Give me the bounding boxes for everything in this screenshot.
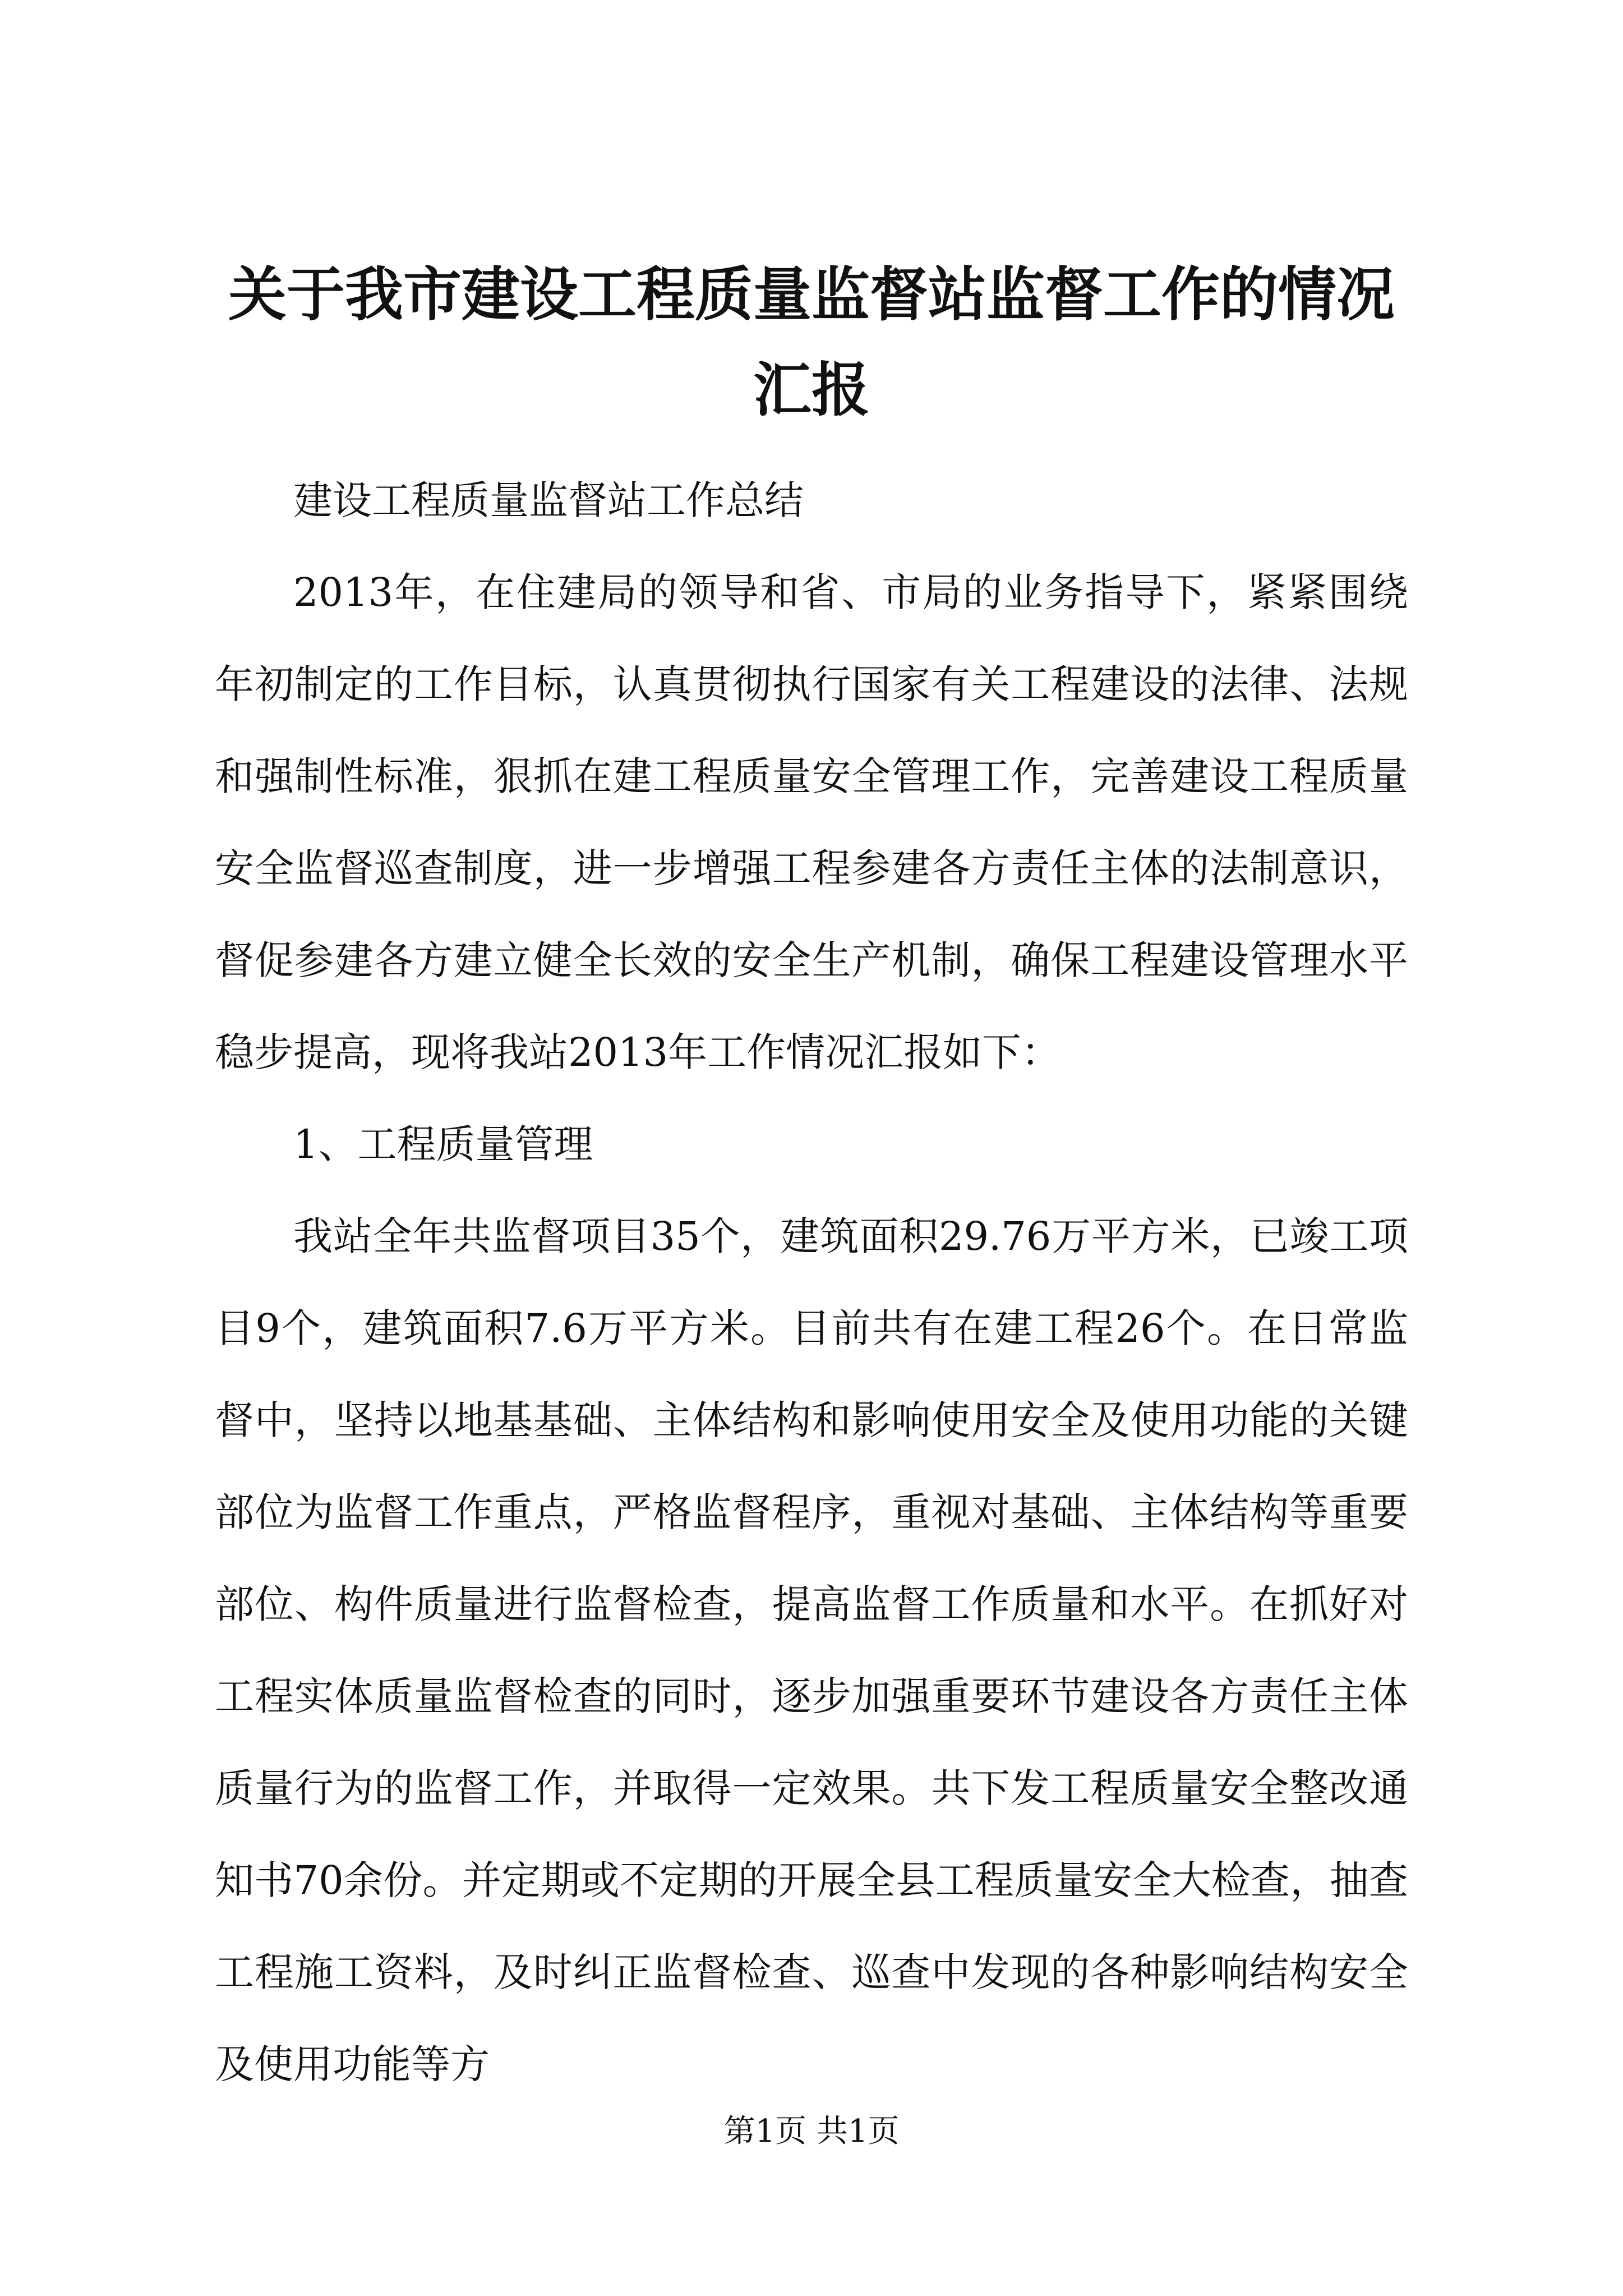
- document-title: 关于我市建设工程质量监督站监督工作的情况汇报: [228, 260, 1395, 424]
- paragraph-subtitle: 建设工程质量监督站工作总结: [293, 477, 804, 523]
- paragraph-quality-management: 我站全年共监督项目35个，建筑面积29.76万平方米，已竣工项目9个，建筑面积7.6万平方米。目前共有在建工程26个。在日常监督中，坚持以地基基础、主体结构和影响使用安全及使用功能的关键部位为监督工作重点，严格监督程序，重视对基础、主体结构等重要部位、构件质量进行监督检查，提高监督工作质量和水平。在抓好对工程实体质量监督检查的同时，逐步加强重要环节建设各方责任主体质量行为的监督工作，并取得一定效果。共下发工程质量安全整改通知书70余份。并定期或不定期的开展全县工程质量安全大检查，抽查工程施工资料，及时纠正监督检查、巡查中发现的各种影响结构安全及使用功能等方: [215, 1213, 1408, 2087]
- paragraph-section-heading: 1、工程质量管理: [293, 1121, 593, 1167]
- paragraph-intro: 2013年，在住建局的领导和省、市局的业务指导下，紧紧围绕年初制定的工作目标，认真贯彻执行国家有关工程建设的法律、法规和强制性标准，狠抓在建工程质量安全管理工作，完善建设工程质量安全监督巡查制度，进一步增强工程参建各方责任主体的法制意识，督促参建各方建立健全长效的安全生产机制，确保工程建设管理水平稳步提高，现将我站2013年工作情况汇报如下：: [215, 569, 1408, 1075]
- page-footer: 第1页 共1页: [723, 2113, 900, 2150]
- document-body: [215, 454, 1408, 2110]
